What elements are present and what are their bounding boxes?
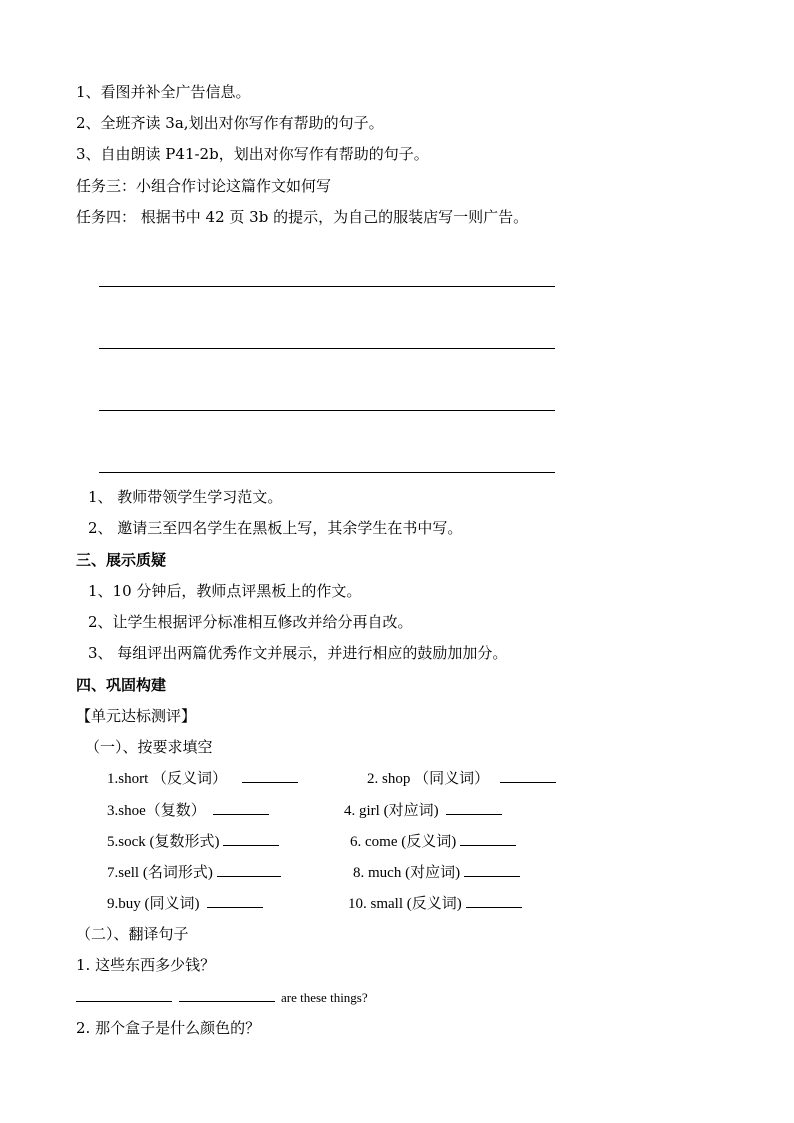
writing-line-2[interactable] [99,348,555,349]
answer-blank[interactable] [207,893,263,908]
answer-blank[interactable] [179,987,275,1002]
answer-blank[interactable] [213,800,269,815]
section-3-item-3: 3、 每组评出两篇优秀作文并展示，并进行相应的鼓励加加分。 [88,644,508,662]
answer-blank[interactable] [223,831,279,846]
section-4-heading: 四、巩固构建 [76,676,167,694]
fill-item-3: 3.shoe（复数） [107,800,269,821]
fill-item-9: 9.buy (同义词) [107,893,263,914]
question-1-answer: are these things? [76,987,368,1008]
step-1: 1、看图并补全广告信息。 [76,83,251,101]
fill-item-7: 7.sell (名词形式) [107,862,281,883]
unit-test-title: 【单元达标测评】 [76,707,197,725]
task-3: 任务三：小组合作讨论这篇作文如何写 [76,177,332,195]
part-2-title: （二）、翻译句子 [76,925,189,943]
answer-blank[interactable] [460,831,516,846]
section-3-item-1: 1、10 分钟后，教师点评黑板上的作文。 [88,582,362,600]
writing-line-3[interactable] [99,410,555,411]
fill-item-2: 2. shop （同义词） [367,768,556,789]
fill-item-8: 8. much (对应词) [353,862,520,883]
fill-item-1: 1.short （反义词） [107,768,298,789]
teacher-step-1: 1、 教师带领学生学习范文。 [88,488,283,506]
step-3: 3、自由朗读 P41-2b，划出对你写作有帮助的句子。 [76,145,429,163]
section-3-item-2: 2、让学生根据评分标准相互修改并给分再自改。 [88,613,413,631]
answer-blank[interactable] [466,893,522,908]
answer-blank[interactable] [446,800,502,815]
fill-item-5: 5.sock (复数形式) [107,831,279,852]
teacher-step-2: 2、 邀请三至四名学生在黑板上写，其余学生在书中写。 [88,519,463,537]
task-4: 任务四： 根据书中 42 页 3b 的提示，为自己的服装店写一则广告。 [76,208,529,226]
answer-blank[interactable] [242,768,298,783]
part-1-title: （一）、按要求填空 [85,738,213,756]
step-2: 2、全班齐读 3a,划出对你写作有帮助的句子。 [76,114,384,132]
answer-blank[interactable] [217,862,281,877]
question-1: 1. 这些东西多少钱？ [76,956,216,974]
answer-blank[interactable] [500,768,556,783]
fill-item-4: 4. girl (对应词) [344,800,502,821]
writing-line-1[interactable] [99,286,555,287]
answer-blank[interactable] [76,987,172,1002]
section-3-heading: 三、展示质疑 [76,551,167,569]
answer-blank[interactable] [464,862,520,877]
writing-line-4[interactable] [99,472,555,473]
fill-item-6: 6. come (反义词) [350,831,516,852]
fill-item-10: 10. small (反义词) [348,893,522,914]
question-2: 2. 那个盒子是什么颜色的？ [76,1019,261,1037]
